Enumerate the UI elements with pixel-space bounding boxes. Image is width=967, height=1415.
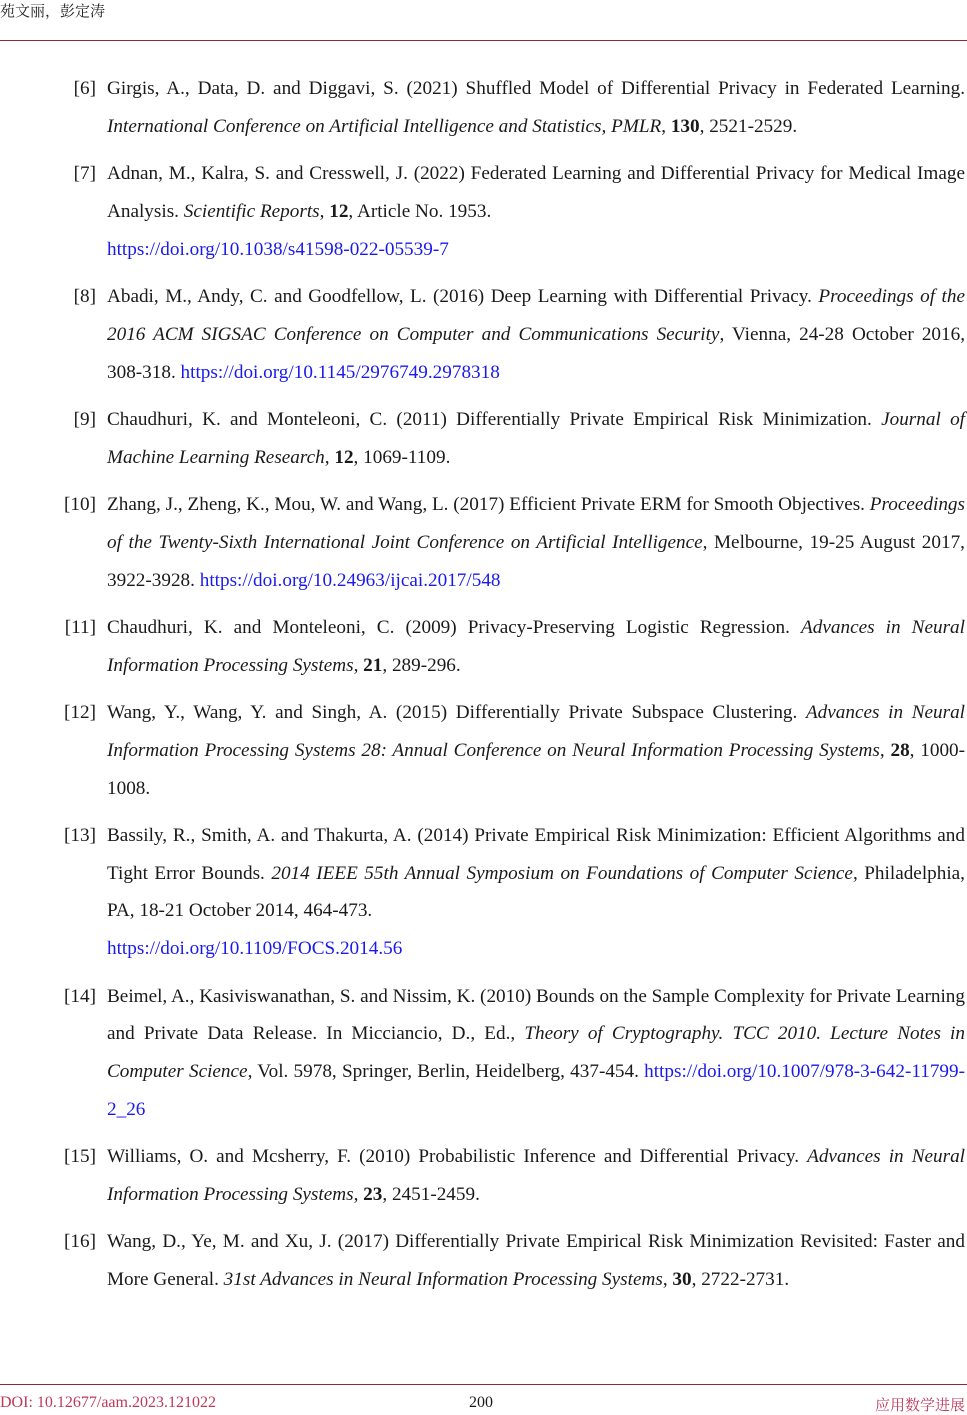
reference-details: , 2451-2459. (382, 1184, 480, 1206)
reference-item (0, 70, 965, 146)
reference-separator: , (661, 115, 671, 137)
reference-authors-title: Girgis, A., Data, D. and Diggavi, S. (2021) Shuffled Model of Differential Privacy in Federated Learning. (107, 78, 965, 99)
reference-item (0, 486, 965, 599)
reference-number: [6] (73, 78, 96, 99)
reference-details: , 1000-1008. (107, 739, 966, 799)
reference-volume: 130 (670, 115, 700, 137)
reference-text (107, 1223, 965, 1299)
reference-authors-title: Beimel, A., Kasiviswanathan, S. and Nissim, K. (2010) Bounds on the Sample Complexity for Private Learning and Private Data Release. In Micciancio, D., Ed., (107, 985, 965, 1045)
reference-number: [10] (64, 493, 96, 515)
reference-number: [12] (64, 701, 96, 723)
reference-text (107, 401, 965, 477)
reference-volume: 23 (363, 1184, 383, 1206)
reference-journal: Advances in Neural Information Processing Systems 28: Annual Conference on Neural Information Processing Systems (107, 701, 965, 761)
reference-authors-title: Zhang, J., Zheng, K., Mou, W. and Wang, L. (2017) Efficient Private ERM for Smooth Objectives. (107, 493, 870, 515)
reference-volume: 12 (334, 446, 354, 468)
reference-journal: Advances in Neural Information Processing Systems (107, 1146, 965, 1206)
reference-list (0, 70, 965, 1308)
page-header (0, 0, 967, 41)
reference-item (0, 609, 965, 685)
reference-text (107, 486, 965, 599)
reference-text (107, 694, 965, 807)
reference-doi-link[interactable]: https://doi.org/10.24963/ijcai.2017/548 (199, 569, 501, 591)
reference-journal: International Conference on Artificial Intelligence and Statistics, PMLR (107, 115, 662, 137)
reference-authors-title: Williams, O. and Mcsherry, F. (2010) Probabilistic Inference and Differential Privacy. (107, 1146, 808, 1168)
reference-authors-title: Chaudhuri, K. and Monteleoni, C. (2011) Differentially Private Empirical Risk Minimization. (107, 408, 882, 430)
reference-separator: , (879, 739, 891, 761)
reference-separator: , (319, 200, 330, 222)
reference-number: [9] (73, 408, 96, 430)
reference-number: [11] (64, 616, 96, 638)
reference-separator: , (353, 654, 364, 676)
reference-journal: Journal of Machine Learning Research (107, 408, 965, 468)
reference-volume: 21 (363, 654, 383, 676)
footer-doi[interactable]: DOI: 10.12677/aam.2023.121022 (0, 1394, 216, 1411)
reference-volume: 12 (329, 200, 349, 222)
reference-number: [15] (64, 1146, 96, 1168)
reference-authors-title: Wang, Y., Wang, Y. and Singh, A. (2015) Differentially Private Subspace Clustering. (107, 701, 806, 723)
reference-item (0, 278, 965, 391)
reference-number: [13] (64, 824, 96, 846)
reference-authors-title: Bassily, R., Smith, A. and Thakurta, A. (2014) Private Empirical Risk Minimization: Efficient Algorithms and Tight Error Bounds. (107, 824, 965, 884)
footer-journal-name: 应用数学进展 (874, 1396, 965, 1414)
reference-details: , 2521-2529. (699, 115, 798, 137)
reference-volume: 28 (890, 739, 910, 761)
reference-doi-link[interactable]: https://doi.org/10.1038/s41598-022-05539-7 (107, 238, 449, 260)
reference-separator: , (324, 446, 335, 468)
page-footer (0, 1384, 967, 1415)
reference-details: , Melbourne, 19-25 August 2017, 3922-3928. (107, 531, 965, 591)
reference-authors-title: Adnan, M., Kalra, S. and Cresswell, J. (2022) Federated Learning and Differential Privacy for Medical Image Analysis. (107, 163, 965, 222)
reference-item (0, 1138, 965, 1214)
reference-doi-link[interactable]: https://doi.org/10.1109/FOCS.2014.56 (107, 938, 403, 960)
reference-volume: 30 (672, 1269, 692, 1291)
reference-number: [16] (64, 1231, 96, 1253)
reference-separator: , (353, 1184, 364, 1206)
reference-authors-title: Wang, D., Ye, M. and Xu, J. (2017) Differentially Private Empirical Risk Minimization Revisited: Faster and More General. (107, 1231, 965, 1291)
reference-doi-link[interactable]: https://doi.org/10.1007/978-3-642-11799-2_26 (107, 1061, 965, 1120)
reference-journal: Theory of Cryptography. TCC 2010. Lecture Notes in Computer Science (107, 1023, 965, 1083)
reference-journal: Advances in Neural Information Processing Systems (107, 616, 965, 676)
reference-number: [7] (73, 163, 96, 185)
reference-text (107, 817, 965, 968)
reference-details: , 2722-2731. (691, 1269, 790, 1291)
reference-item (0, 155, 965, 268)
reference-number: [8] (73, 285, 96, 307)
reference-item (0, 401, 965, 477)
reference-journal: Proceedings of the Twenty-Sixth International Joint Conference on Artificial Intelligence (107, 493, 965, 553)
reference-text (107, 978, 965, 1129)
reference-item (0, 817, 965, 968)
reference-authors-title: Abadi, M., Andy, C. and Goodfellow, L. (2016) Deep Learning with Differential Privacy. (107, 285, 819, 307)
reference-journal: 31st Advances in Neural Information Processing Systems (223, 1269, 663, 1291)
page-number: 200 (469, 1394, 493, 1411)
reference-doi-link[interactable]: https://doi.org/10.1145/2976749.2978318 (180, 361, 500, 383)
reference-details: , Vienna, 24-28 October 2016, 308-318. (107, 323, 965, 383)
reference-details: , Article No. 1953. (348, 200, 492, 222)
reference-journal: Scientific Reports (183, 200, 320, 222)
reference-separator: , (662, 1269, 673, 1291)
reference-details: , Vol. 5978, Springer, Berlin, Heidelberg, 437-454. (247, 1061, 645, 1083)
reference-details: , Philadelphia, PA, 18-21 October 2014, 464-473. (107, 862, 965, 922)
reference-authors-title: Chaudhuri, K. and Monteleoni, C. (2009) Privacy-Preserving Logistic Regression. (107, 616, 802, 638)
reference-number: [14] (64, 985, 96, 1007)
reference-text (107, 609, 965, 685)
reference-journal: Proceedings of the 2016 ACM SIGSAC Conference on Computer and Communications Security (107, 285, 965, 345)
header-authors: 苑文丽，彭定涛 (0, 2, 106, 20)
reference-text (107, 278, 965, 391)
reference-details: , 289-296. (382, 654, 461, 676)
reference-text (107, 155, 965, 268)
reference-item (0, 978, 965, 1129)
reference-journal: 2014 IEEE 55th Annual Symposium on Foundations of Computer Science (271, 862, 853, 884)
reference-text (107, 1138, 965, 1214)
reference-item (0, 1223, 965, 1299)
reference-details: , 1069-1109. (353, 446, 451, 468)
reference-item (0, 694, 965, 807)
reference-text (107, 70, 965, 146)
